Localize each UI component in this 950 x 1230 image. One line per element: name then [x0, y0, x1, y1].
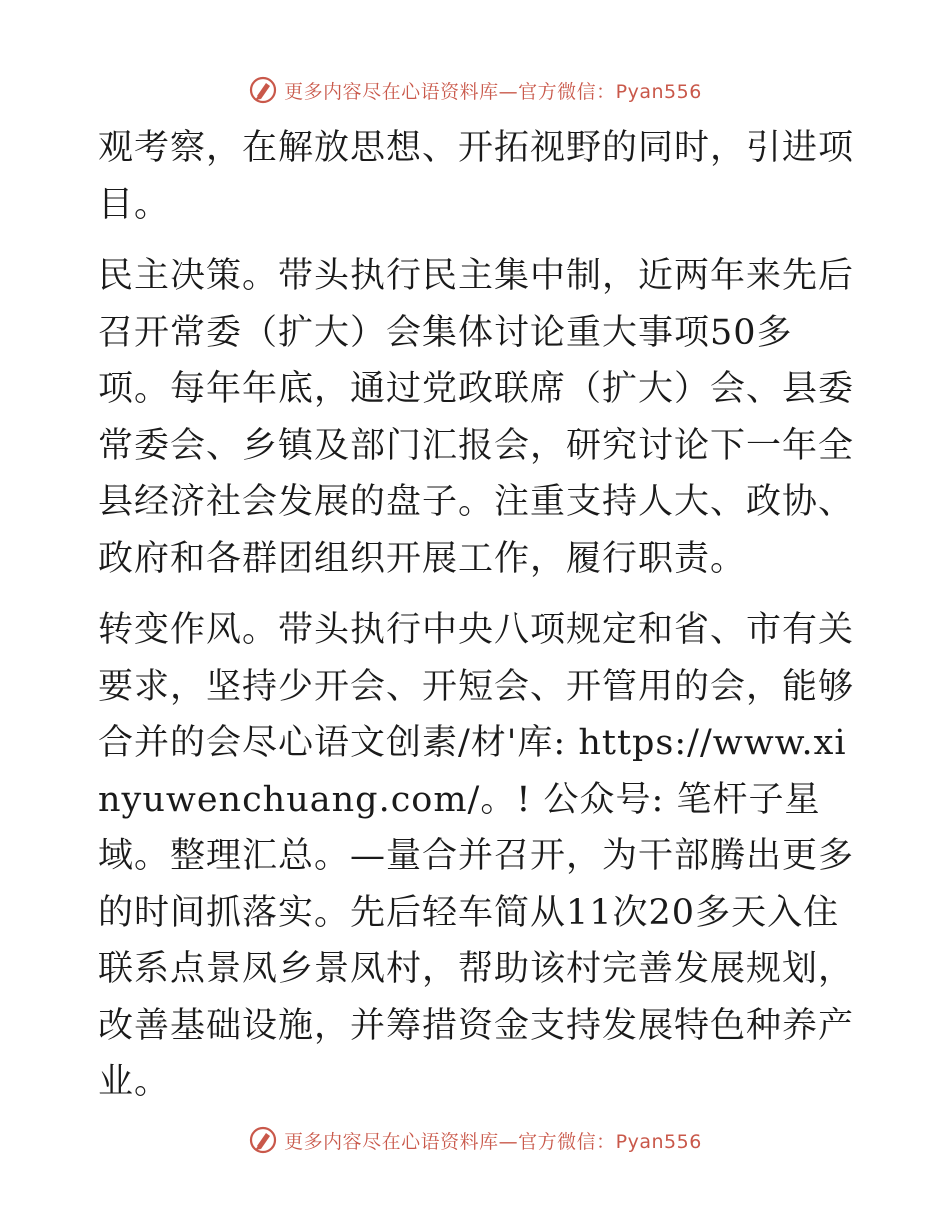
footer-banner: [0, 1120, 950, 1160]
paragraph-3: 转变作风。带头执行中央八项规定和省、市有关要求，坚持少开会、开短会、开管用的会，能够合并的会尽心语文创素/材'库: https://www.xinyuwenchuang.com/。! 公众号: 笔杆子星域。整理汇总。—量合并召开，为干部腾出更多的时间抓落实。先后轻车简从11次20多天入住联系点景凤乡景凤村，帮助该村完善发展规划，改善基础设施，并筹措资金支持发展特色种养产业。: [98, 610, 855, 1102]
footer-banner-text: 更多内容尽在心语资料库—官方微信：Pyan556: [284, 1130, 702, 1153]
paragraph-1: 观考察，在解放思想、开拓视野的同时，引进项目。: [98, 128, 855, 225]
header-banner-text: 更多内容尽在心语资料库—官方微信：Pyan556: [284, 80, 702, 103]
document-body: [98, 120, 858, 1111]
pen-nib-logo-icon: [248, 75, 278, 105]
header-banner: [0, 70, 950, 110]
paragraph-2: 民主决策。带头执行民主集中制，近两年来先后召开常委（扩大）会集体讨论重大事项50多项。每年年底，通过党政联席（扩大）会、县委常委会、乡镇及部门汇报会，研究讨论下一年全县经济社会发展的盘子。注重支持人大、政协、政府和各群团组织开展工作，履行职责。: [98, 256, 855, 579]
pen-nib-logo-icon: [248, 1125, 278, 1155]
